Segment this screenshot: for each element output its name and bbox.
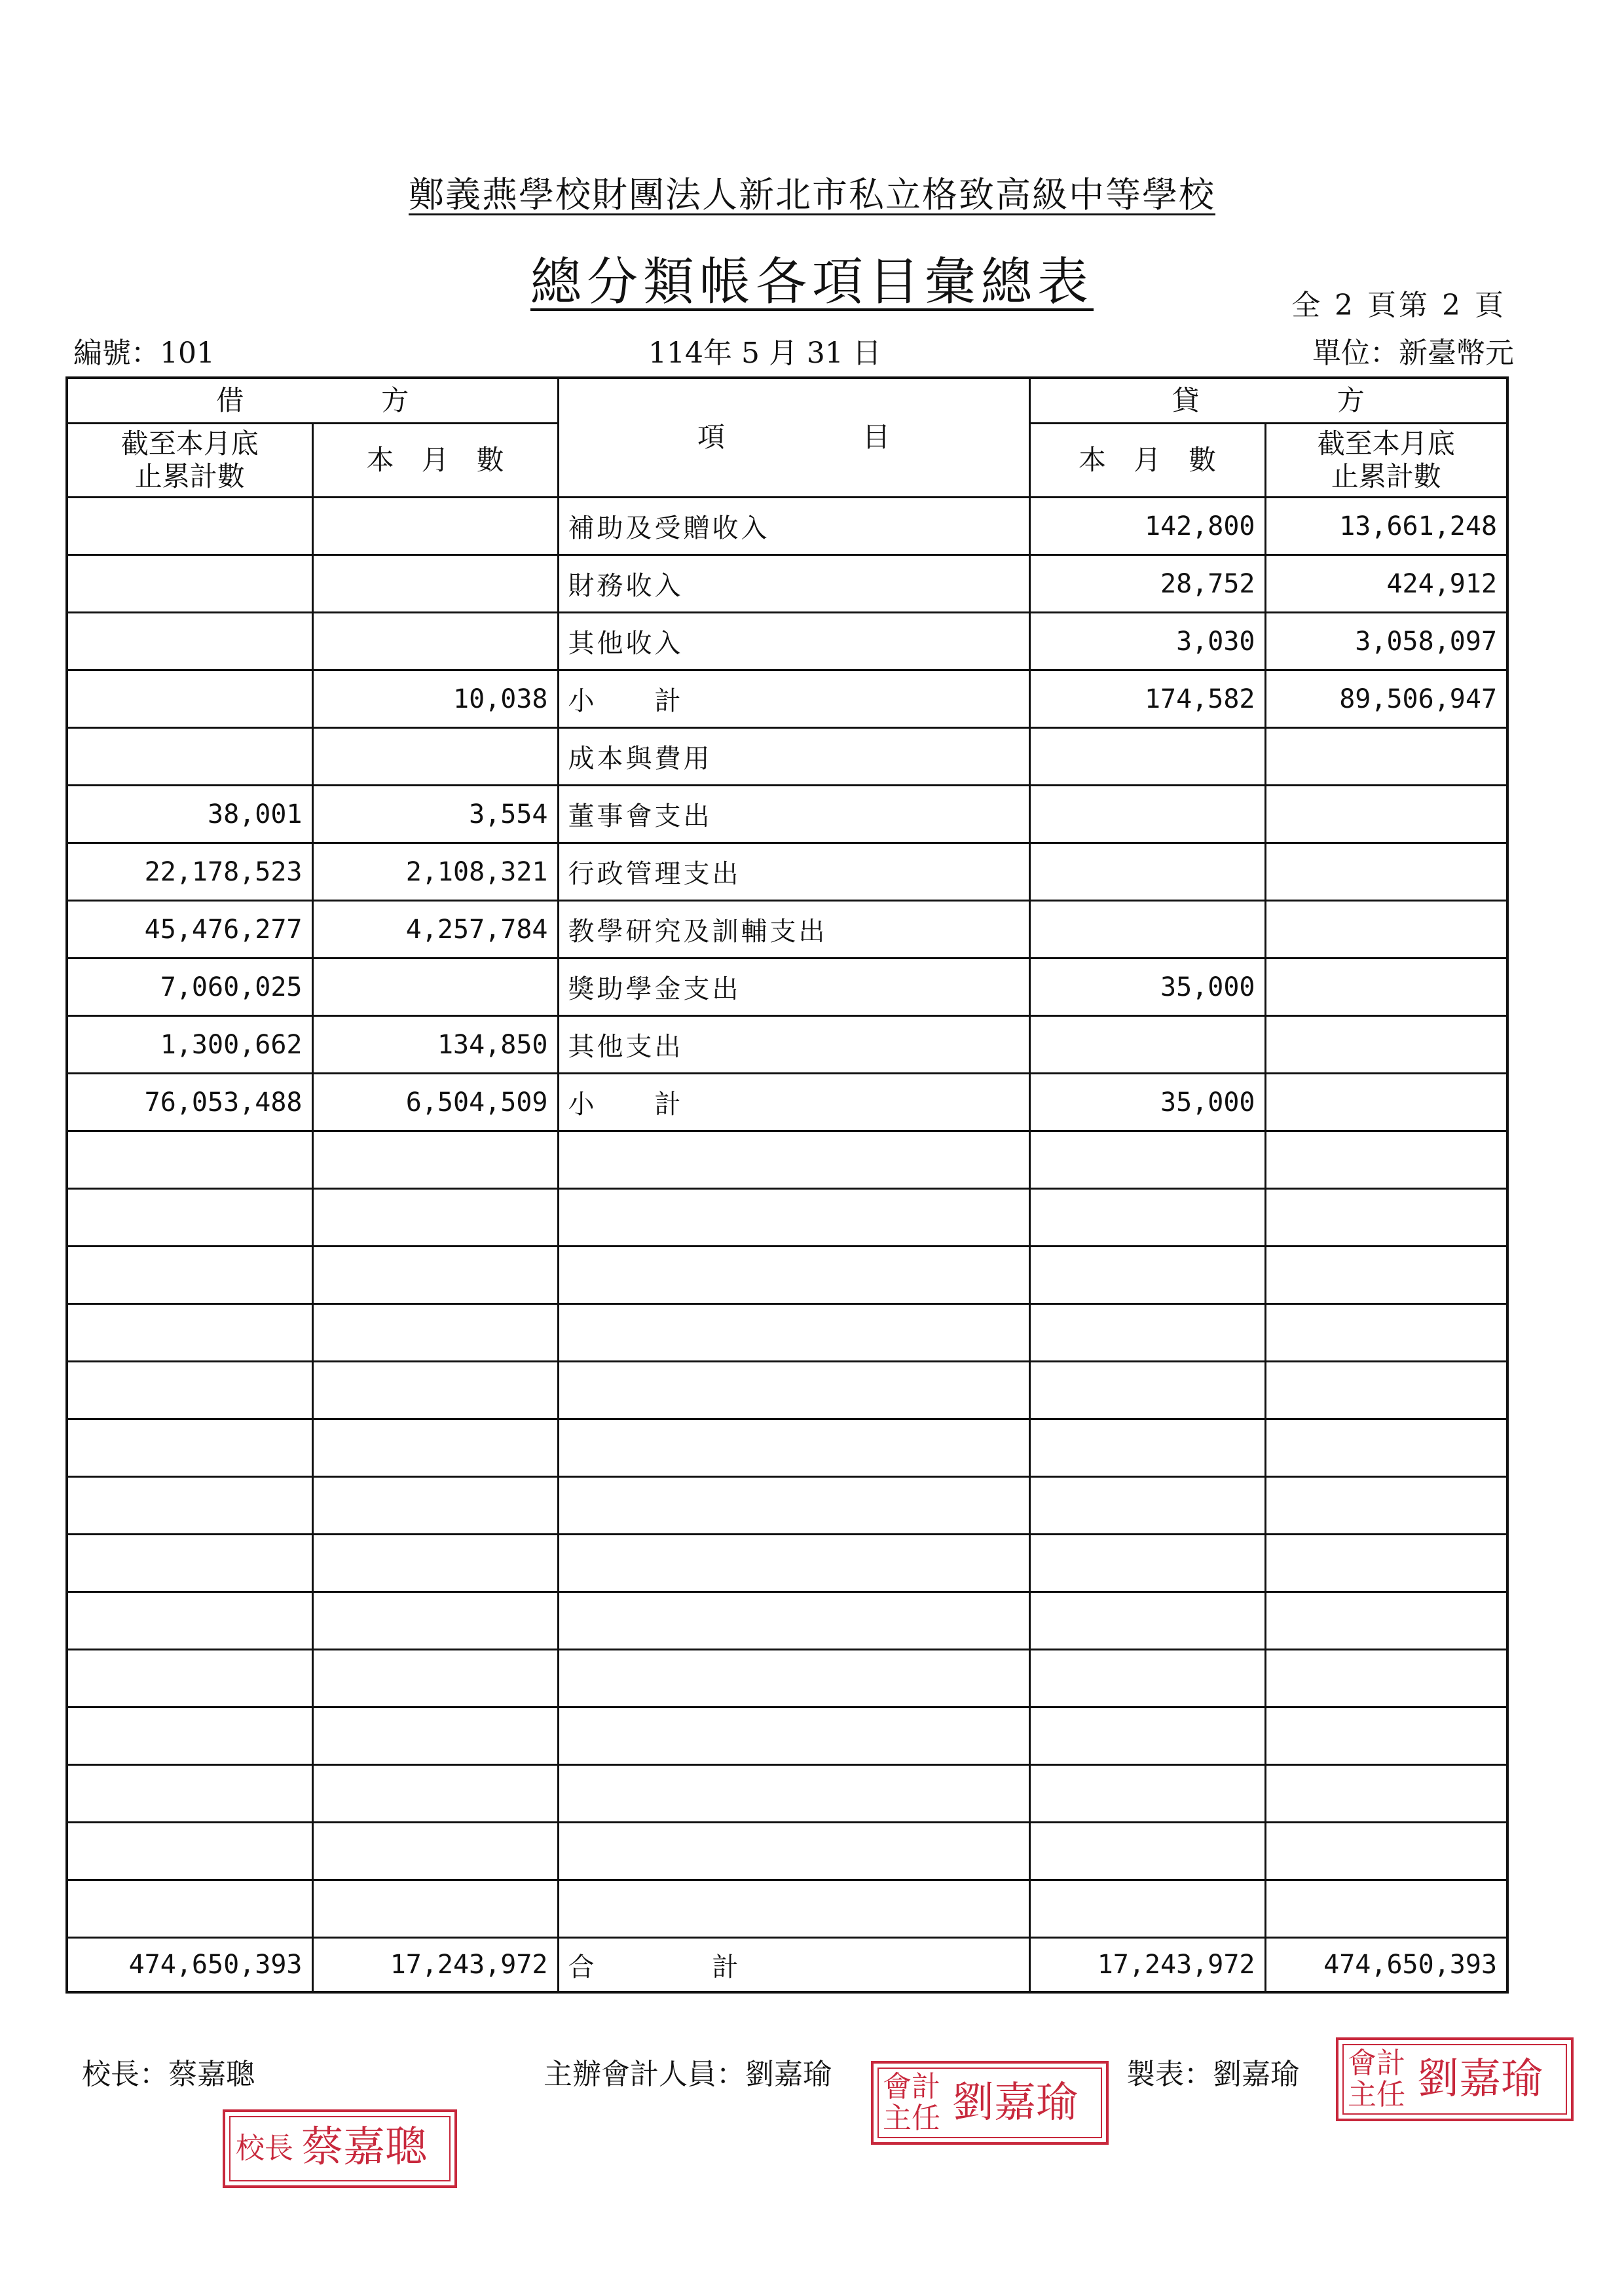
principal-signature-line: 校長：蔡嘉聰 [82,2058,255,2091]
credit-month-cell [1029,1650,1265,1707]
item-cell [558,1419,1029,1477]
credit-month-cell [1029,843,1265,901]
debit-month-cell [312,1823,558,1880]
item-cell: 獎助學金支出 [558,958,1029,1016]
credit-cumulative-cell [1265,1880,1507,1938]
item-cell [558,1477,1029,1535]
credit-cumulative-cell [1265,1247,1507,1304]
table-row [67,1419,1507,1477]
total-row [67,1938,1507,1993]
table-row [67,843,1507,901]
debit-month-cell [312,958,558,1016]
debit-cumulative-cell: 76,053,488 [67,1074,312,1131]
debit-cumulative-cell [67,1823,312,1880]
debit-cumulative-cell [67,613,312,670]
table-row [67,1707,1507,1765]
item-header: 項 目 [558,378,1029,498]
item-cell [558,1823,1029,1880]
credit-month-cell: 174,582 [1029,670,1265,728]
debit-cumulative-cell [67,1477,312,1535]
credit-month-cell [1029,1707,1265,1765]
credit-cumulative-cell [1265,1535,1507,1592]
page-info: 全 2 頁第 2 頁 [1291,289,1506,322]
table-row [67,1247,1507,1304]
credit-month-cell: 35,000 [1029,1074,1265,1131]
table-row [67,958,1507,1016]
preparer-seal: 會計 主任 劉嘉瑜 [1336,2037,1574,2121]
credit-month-cell [1029,1592,1265,1650]
credit-month-cell: 35,000 [1029,958,1265,1016]
credit-cumulative-cell [1265,1304,1507,1362]
item-cell [558,1535,1029,1592]
credit-month-cell [1029,1189,1265,1247]
debit-cumulative-cell: 45,476,277 [67,901,312,958]
credit-cumulative-cell: 13,661,248 [1265,498,1507,555]
table-row [67,1189,1507,1247]
item-cell: 小 計 [558,1074,1029,1131]
credit-cumulative-cell [1265,843,1507,901]
table-row [67,786,1507,843]
credit-cumulative-cell [1265,1419,1507,1477]
item-cell [558,1650,1029,1707]
debit-month-cell [312,555,558,613]
debit-month-cell [312,498,558,555]
credit-cumulative-cell [1265,786,1507,843]
credit-month-cell: 3,030 [1029,613,1265,670]
debit-cumulative-cell [67,1535,312,1592]
currency-unit: 單位：新臺幣元 [1312,337,1514,370]
table-row [67,613,1507,670]
debit-cumulative-cell: 7,060,025 [67,958,312,1016]
credit-cumulative-cell [1265,1650,1507,1707]
ledger-table [65,376,1509,1994]
debit-cumulative-cell [67,1592,312,1650]
item-cell: 其他支出 [558,1016,1029,1074]
item-cell [558,1189,1029,1247]
debit-cumulative-cell [67,1189,312,1247]
debit-month-cell: 6,504,509 [312,1074,558,1131]
credit-cumulative-cell [1265,1477,1507,1535]
item-cell: 補助及受贈收入 [558,498,1029,555]
debit-cumulative-cell [67,670,312,728]
credit-month-cell [1029,1304,1265,1362]
table-row [67,1650,1507,1707]
table-row [67,1016,1507,1074]
credit-month-cell [1029,901,1265,958]
credit-month-cell [1029,1247,1265,1304]
debit-month-cell: 3,554 [312,786,558,843]
table-row [67,1535,1507,1592]
debit-month-cell: 134,850 [312,1016,558,1074]
item-cell: 小 計 [558,670,1029,728]
debit-month-cell: 4,257,784 [312,901,558,958]
table-row [67,1880,1507,1938]
debit-cumulative-cell [67,555,312,613]
credit-month-header: 本 月 數 [1029,424,1265,498]
debit-month-cell [312,1880,558,1938]
credit-month-cell [1029,1362,1265,1419]
credit-cumulative-cell: 89,506,947 [1265,670,1507,728]
total-debit-cumulative: 474,650,393 [67,1938,312,1993]
principal-seal: 校長 蔡嘉聰 [223,2109,457,2188]
debit-cumulative-cell [67,1362,312,1419]
item-cell: 財務收入 [558,555,1029,613]
table-row [67,1074,1507,1131]
credit-cumulative-cell [1265,1707,1507,1765]
item-cell [558,1362,1029,1419]
item-cell [558,1765,1029,1823]
credit-cumulative-cell [1265,1189,1507,1247]
accountant-signature-line: 主辦會計人員：劉嘉瑜 [544,2058,832,2091]
credit-month-cell: 28,752 [1029,555,1265,613]
item-cell: 其他收入 [558,613,1029,670]
document-date: 114年 5 月 31 日 [648,337,881,370]
item-cell [558,1247,1029,1304]
credit-cumulative-cell [1265,1592,1507,1650]
item-cell: 教學研究及訓輔支出 [558,901,1029,958]
total-credit-cumulative: 474,650,393 [1265,1938,1507,1993]
debit-month-cell: 2,108,321 [312,843,558,901]
table-row [67,1304,1507,1362]
debit-month-cell [312,1362,558,1419]
item-cell [558,1304,1029,1362]
debit-month-header: 本 月 數 [312,424,558,498]
credit-cumulative-cell [1265,901,1507,958]
table-row [67,670,1507,728]
debit-cumulative-cell [67,1304,312,1362]
credit-cumulative-cell [1265,728,1507,786]
accountant-seal: 會計 主任 劉嘉瑜 [871,2061,1109,2145]
debit-cumulative-header: 截至本月底 止累計數 [67,424,312,498]
credit-cumulative-cell: 3,058,097 [1265,613,1507,670]
debit-cumulative-cell [67,1707,312,1765]
table-row [67,728,1507,786]
table-row [67,1362,1507,1419]
debit-month-cell [312,1592,558,1650]
credit-month-cell [1029,1765,1265,1823]
debit-month-cell [312,1419,558,1477]
total-label: 合 計 [558,1938,1029,1993]
credit-month-cell [1029,786,1265,843]
item-cell [558,1707,1029,1765]
total-debit-month: 17,243,972 [312,1938,558,1993]
debit-cumulative-cell [67,1650,312,1707]
debit-month-cell [312,1477,558,1535]
item-cell: 行政管理支出 [558,843,1029,901]
debit-month-cell [312,1247,558,1304]
debit-cumulative-cell [67,728,312,786]
table-row [67,1823,1507,1880]
debit-cumulative-cell [67,1247,312,1304]
debit-month-cell [312,1189,558,1247]
debit-cumulative-cell: 1,300,662 [67,1016,312,1074]
item-cell: 成本與費用 [558,728,1029,786]
debit-cumulative-cell [67,1880,312,1938]
credit-cumulative-cell [1265,958,1507,1016]
debit-cumulative-cell [67,1765,312,1823]
preparer-signature-line: 製表：劉嘉瑜 [1126,2058,1299,2091]
credit-month-cell [1029,1131,1265,1189]
credit-month-cell: 142,800 [1029,498,1265,555]
debit-month-cell: 10,038 [312,670,558,728]
credit-month-cell [1029,1823,1265,1880]
credit-cumulative-cell: 424,912 [1265,555,1507,613]
debit-month-cell [312,1650,558,1707]
debit-month-cell [312,613,558,670]
debit-month-cell [312,1765,558,1823]
item-cell [558,1880,1029,1938]
credit-month-cell [1029,1016,1265,1074]
organization-name: 鄭義燕學校財團法人新北市私立格致高級中等學校 [409,174,1215,215]
table-row [67,1477,1507,1535]
credit-cumulative-header: 截至本月底 止累計數 [1265,424,1507,498]
debit-cumulative-cell [67,1419,312,1477]
document-title: 總分類帳各項目彙總表 [530,253,1094,312]
debit-month-cell [312,1131,558,1189]
debit-cumulative-cell: 22,178,523 [67,843,312,901]
table-row [67,1765,1507,1823]
debit-cumulative-cell: 38,001 [67,786,312,843]
table-row [67,901,1507,958]
table-row [67,1131,1507,1189]
credit-month-cell [1029,1419,1265,1477]
credit-cumulative-cell [1265,1823,1507,1880]
item-cell: 董事會支出 [558,786,1029,843]
credit-cumulative-cell [1265,1131,1507,1189]
item-cell [558,1131,1029,1189]
debit-month-cell [312,728,558,786]
credit-month-cell [1029,1477,1265,1535]
credit-header: 貸 方 [1029,378,1507,424]
item-cell [558,1592,1029,1650]
debit-month-cell [312,1707,558,1765]
credit-cumulative-cell [1265,1074,1507,1131]
debit-cumulative-cell [67,1131,312,1189]
debit-month-cell [312,1304,558,1362]
debit-month-cell [312,1535,558,1592]
credit-month-cell [1029,728,1265,786]
credit-month-cell [1029,1880,1265,1938]
credit-month-cell [1029,1535,1265,1592]
table-row [67,1592,1507,1650]
debit-header: 借 方 [67,378,558,424]
credit-cumulative-cell [1265,1362,1507,1419]
debit-cumulative-cell [67,498,312,555]
table-row [67,555,1507,613]
document-code: 編號：101 [73,337,215,370]
credit-cumulative-cell [1265,1016,1507,1074]
total-credit-month: 17,243,972 [1029,1938,1265,1993]
credit-cumulative-cell [1265,1765,1507,1823]
table-row [67,498,1507,555]
